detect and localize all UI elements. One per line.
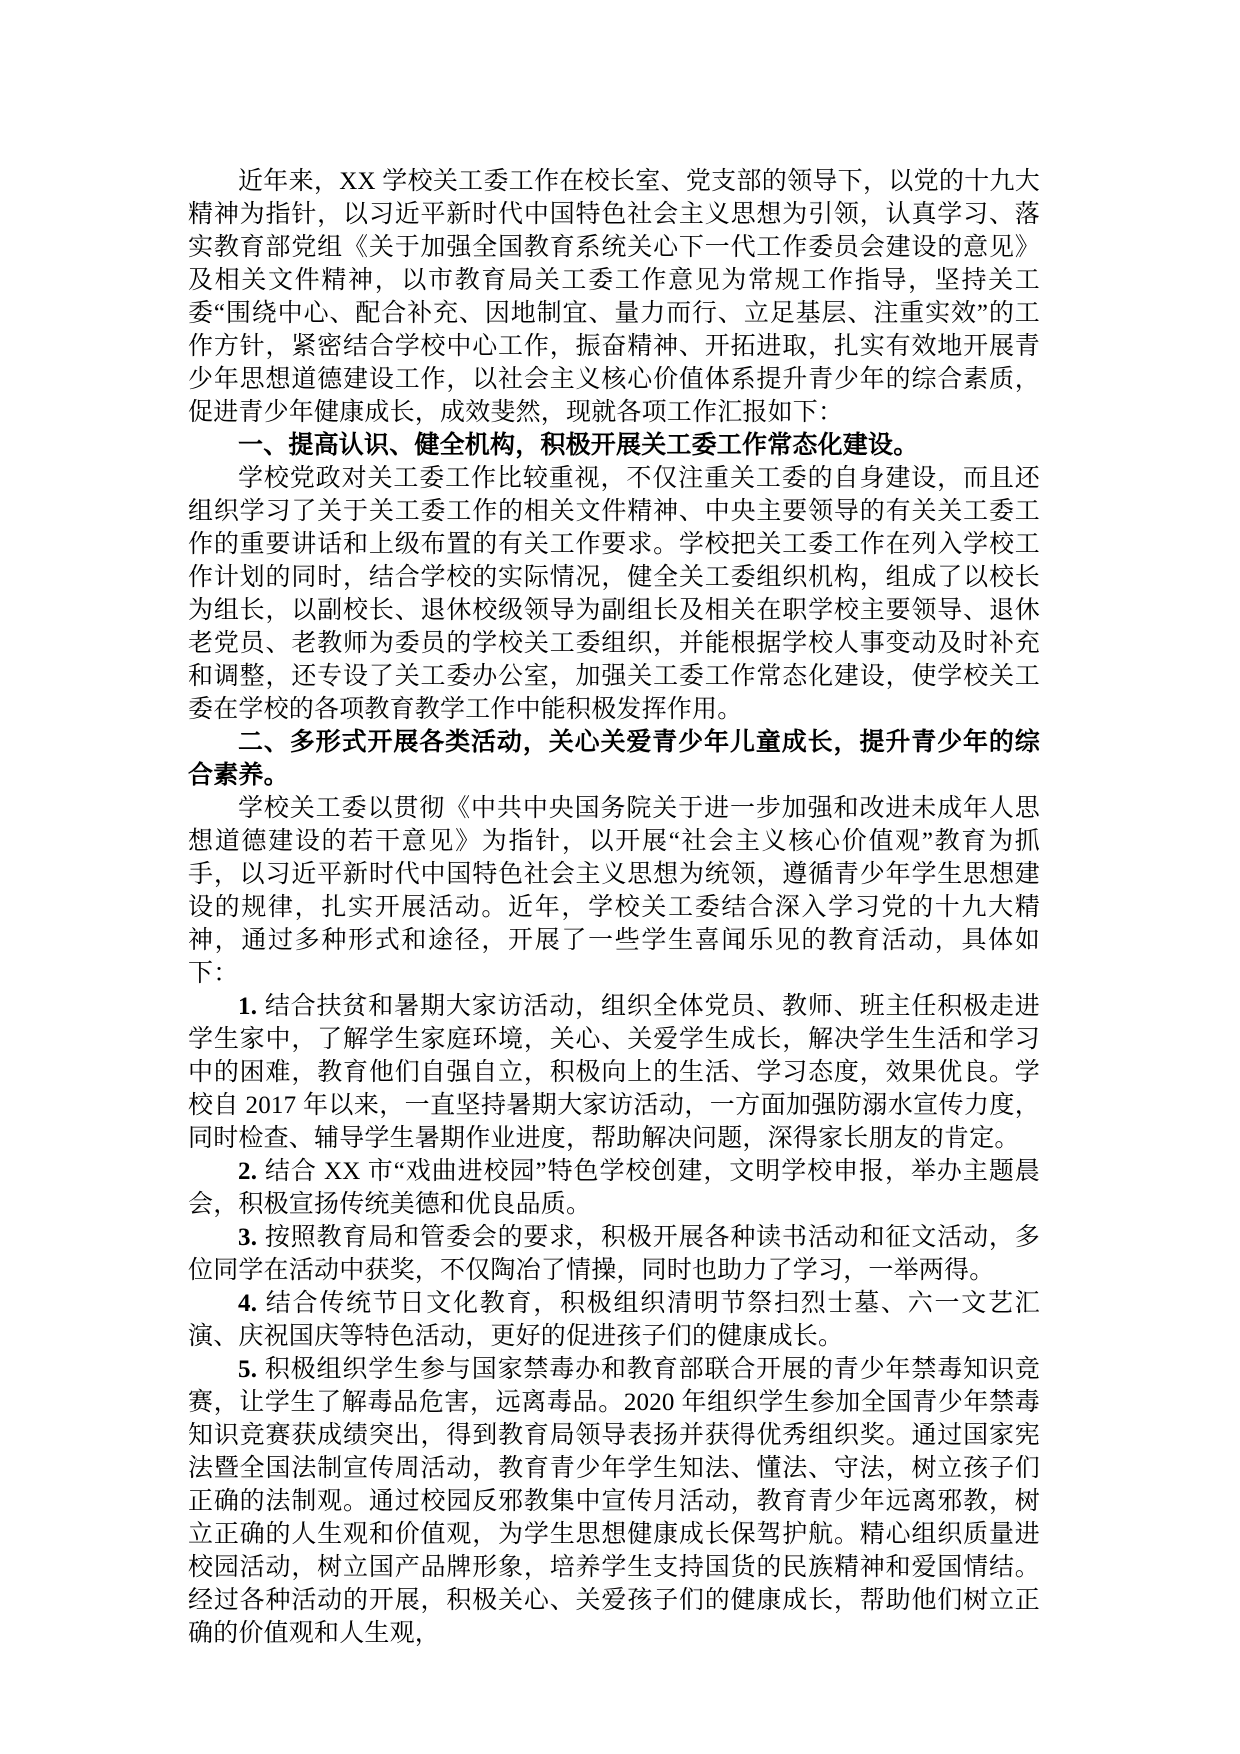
list-item-5 bbox=[188, 1353, 1040, 1650]
list-item-3 bbox=[188, 1221, 1040, 1287]
list-item-5-number: 5. bbox=[238, 1356, 258, 1383]
list-item-2-number: 2. bbox=[238, 1158, 258, 1185]
list-item-3-number: 3. bbox=[238, 1224, 258, 1251]
section-1-paragraph: 学校党政对关工委工作比较重视，不仅注重关工委的自身建设，而且还组织学习了关于关工委工作的相关文件精神、中央主要领导的有关关工委工作的重要讲话和上级布置的有关工作要求。学校把关工委工作在列入学校工作计划的同时，结合学校的实际情况，健全关工委组织机构，组成了以校长为组长，以副校长、退休校级领导为副组长及相关在职学校主要领导、退休老党员、老教师为委员的学校关工委组织，并能根据学校人事变动及时补充和调整，还专设了关工委办公室，加强关工委工作常态化建设，使学校关工委在学校的各项教育教学工作中能积极发挥作用。 bbox=[188, 465, 1040, 723]
list-item-4-number: 4. bbox=[238, 1290, 258, 1317]
list-item-1 bbox=[188, 990, 1040, 1155]
section-1-heading: 一、提高认识、健全机构，积极开展关工委工作常态化建设。 bbox=[238, 431, 919, 459]
list-item-1-text: 结合扶贫和暑期大家访活动，组织全体党员、教师、班主任积极走进学生家中，了解学生家庭环境，关心、关爱学生成长，解决学生生活和学习中的困难，教育他们自强自立，积极向上的生活、学习态度，效果优良。学校自 2017 年以来，一直坚持暑期大家访活动，一方面加强防溺水宣传力度，同时检查、辅导学生暑期作业进度，帮助解决问题，深得家长朋友的肯定。 bbox=[188, 993, 1040, 1152]
section-2-heading: 二、多形式开展各类活动，关心关爱青少年儿童成长，提升青少年的综合素养。 bbox=[188, 728, 1040, 789]
section-2-intro-paragraph: 学校关工委以贯彻《中共中央国务院关于进一步加强和改进未成年人思想道德建设的若干意见》为指针，以开展“社会主义核心价值观”教育为抓手，以习近平新时代中国特色社会主义思想为统领，遵循青少年学生思想建设的规律，扎实开展活动。近年，学校关工委结合深入学习党的十九大精神，通过多种形式和途径，开展了一些学生喜闻乐见的教育活动，具体如下： bbox=[188, 795, 1040, 987]
list-item-1-number: 1. bbox=[238, 993, 258, 1020]
list-item-2-text: 结合 XX 市“戏曲进校园”特色学校创建，文明学校申报，举办主题晨会，积极宣扬传统美德和优良品质。 bbox=[188, 1158, 1040, 1218]
document-body bbox=[188, 165, 1040, 1650]
list-item-4 bbox=[188, 1287, 1040, 1353]
opening-paragraph: 近年来，XX 学校关工委工作在校长室、党支部的领导下，以党的十九大精神为指针，以习近平新时代中国特色社会主义思想为引领，认真学习、落实教育部党组《关于加强全国教育系统关心下一代工作委员会建设的意见》及相关文件精神，以市教育局关工委工作意见为常规工作指导，坚持关工委“围绕中心、配合补充、因地制宜、量力而行、立足基层、注重实效”的工作方针，紧密结合学校中心工作，振奋精神、开拓进取，扎实有效地开展青少年思想道德建设工作，以社会主义核心价值体系提升青少年的综合素质，促进青少年健康成长，成效斐然，现就各项工作汇报如下： bbox=[188, 168, 1040, 426]
list-item-2 bbox=[188, 1155, 1040, 1221]
list-item-3-text: 按照教育局和管委会的要求，积极开展各种读书活动和征文活动，多位同学在活动中获奖，不仅陶冶了情操，同时也助力了学习，一举两得。 bbox=[188, 1224, 1040, 1284]
list-item-4-text: 结合传统节日文化教育，积极组织清明节祭扫烈士墓、六一文艺汇演、庆祝国庆等特色活动，更好的促进孩子们的健康成长。 bbox=[188, 1290, 1040, 1350]
list-item-5-text: 积极组织学生参与国家禁毒办和教育部联合开展的青少年禁毒知识竞赛，让学生了解毒品危害，远离毒品。2020 年组织学生参加全国青少年禁毒知识竞赛获成绩突出，得到教育局领导表扬并获得优秀组织奖。通过国家宪法暨全国法制宣传周活动，教育青少年学生知法、懂法、守法，树立孩子们正确的法制观。通过校园反邪教集中宣传月活动，教育青少年远离邪教，树立正确的人生观和价值观，为学生思想健康成长保驾护航。精心组织质量进校园活动，树立国产品牌形象，培养学生支持国货的民族精神和爱国情结。经过各种活动的开展，积极关心、关爱孩子们的健康成长，帮助他们树立正确的价值观和人生观， bbox=[188, 1356, 1040, 1647]
